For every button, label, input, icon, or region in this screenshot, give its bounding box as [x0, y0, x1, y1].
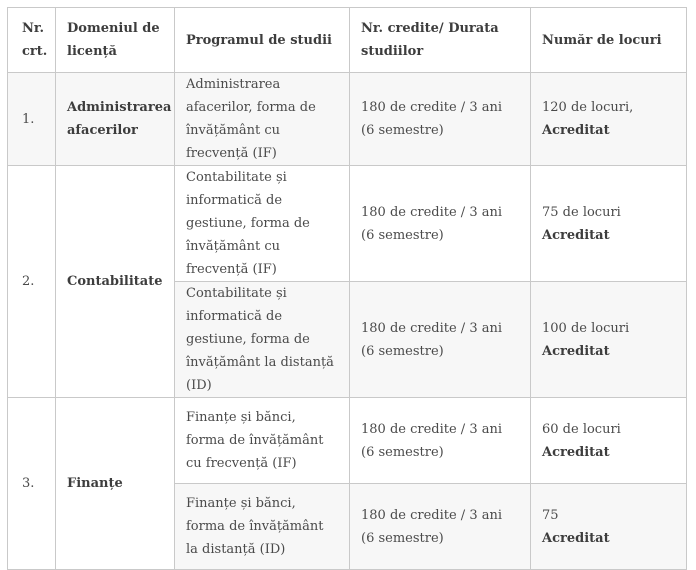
places-cell	[531, 282, 687, 398]
table-header-row	[8, 8, 687, 73]
header-domain: Domeniul de licență	[56, 8, 175, 73]
table-row	[8, 166, 687, 282]
domain-cell: Finanțe	[56, 398, 175, 570]
row-nr: 3.	[8, 398, 56, 570]
accreditation-status: Acreditat	[542, 343, 610, 359]
places-cell	[531, 398, 687, 484]
credits-cell: 180 de credite / 3 ani (6 semestre)	[350, 484, 531, 570]
credits-cell: 180 de credite / 3 ani (6 semestre)	[350, 166, 531, 282]
places-cell	[531, 73, 687, 166]
programs-table-container	[7, 7, 687, 570]
table-row	[8, 73, 687, 166]
accreditation-status: Acreditat	[542, 227, 610, 243]
places-count: 60 de locuri	[542, 421, 621, 437]
accreditation-status: Acreditat	[542, 123, 610, 138]
table-row	[8, 398, 687, 484]
places-count: 75	[542, 507, 559, 523]
header-nr: Nr. crt.	[8, 8, 56, 73]
accreditation-status: Acreditat	[542, 530, 610, 546]
domain-cell: Administrarea afacerilor	[56, 73, 175, 166]
credits-cell: 180 de credite / 3 ani (6 semestre)	[350, 398, 531, 484]
study-programs-table	[7, 7, 687, 570]
domain-cell: Contabilitate	[56, 166, 175, 398]
places-cell	[531, 166, 687, 282]
credits-cell: 180 de credite / 3 ani (6 semestre)	[350, 73, 531, 166]
program-cell: Finanțe și bănci, forma de învățământ cu frecvență (IF)	[175, 398, 350, 484]
places-count: 120 de locuri,	[542, 100, 634, 115]
credits-cell: 180 de credite / 3 ani (6 semestre)	[350, 282, 531, 398]
header-program: Programul de studii	[175, 8, 350, 73]
program-cell: Contabilitate și informatică de gestiune, forma de învățământ la distanță (ID)	[175, 282, 350, 398]
places-count: 75 de locuri	[542, 204, 621, 220]
accreditation-status: Acreditat	[542, 444, 610, 460]
row-nr: 1.	[8, 73, 56, 166]
program-cell: Administrarea afacerilor, forma de învățământ cu frecvență (IF)	[175, 73, 350, 166]
places-count: 100 de locuri	[542, 320, 630, 336]
places-cell	[531, 484, 687, 570]
program-cell: Contabilitate și informatică de gestiune, forma de învățământ cu frecvență (IF)	[175, 166, 350, 282]
row-nr: 2.	[8, 166, 56, 398]
program-cell: Finanțe și bănci, forma de învățământ la distanță (ID)	[175, 484, 350, 570]
header-credits: Nr. credite/ Durata studiilor	[350, 8, 531, 73]
header-places: Număr de locuri	[531, 8, 687, 73]
